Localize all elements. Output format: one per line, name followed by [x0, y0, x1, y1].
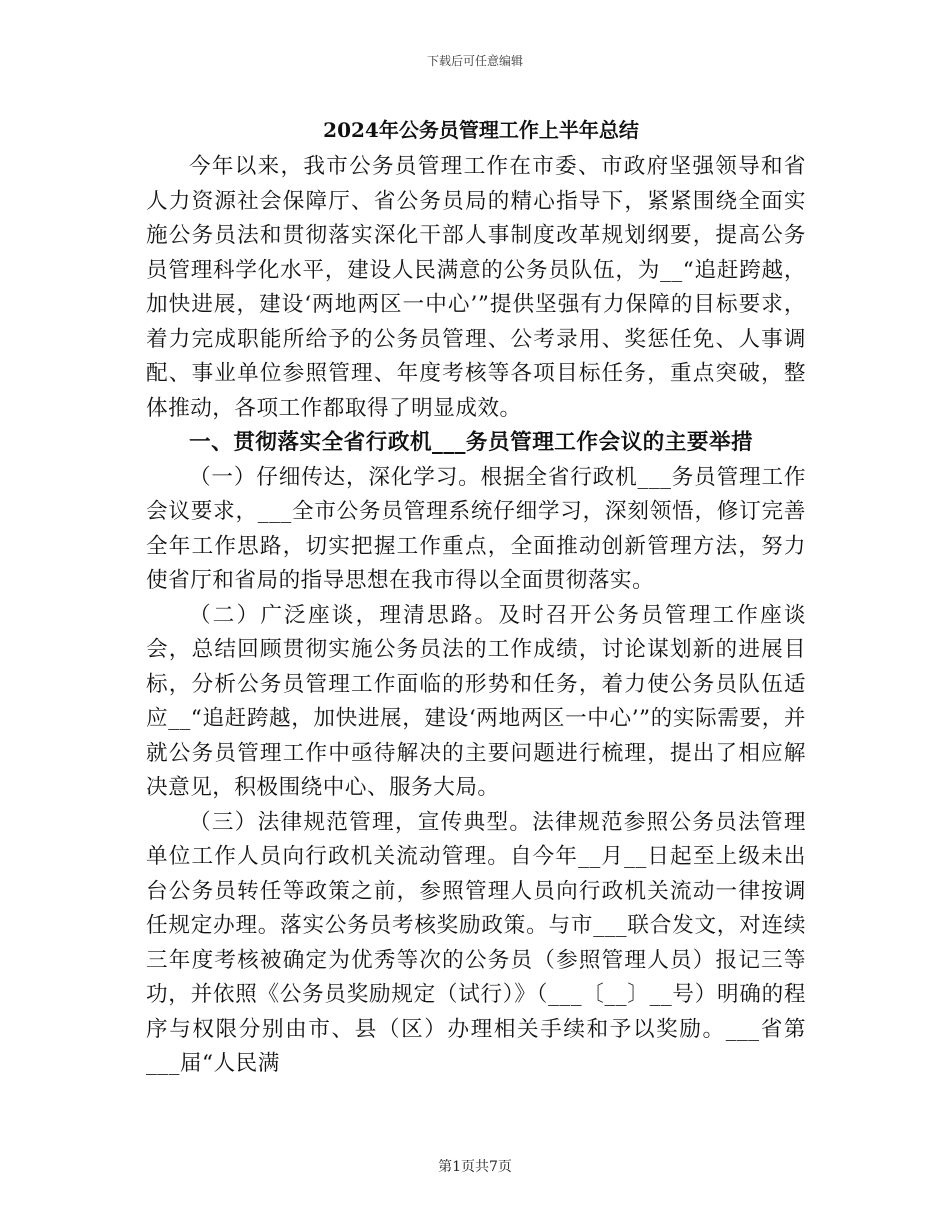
document-title: 2024年公务员管理工作上半年总结: [323, 118, 639, 142]
header-note: 下载后可任意编辑: [426, 54, 523, 68]
paragraph-item-3: （三）法律规范管理，宣传典型。法律规范参照公务员法管理单位工作人员向行政机关流动管理。自今年__月__日起至上级未出台公务员转任等政策之前，参照管理人员向行政机关流动一律按调任规定办理。落实公务员考核奖励政策。与市___联合发文，对连续三年度考核被确定为优秀等次的公务员（参照管理人员）报记三等功，并依照《公务员奖励规定（试行）》（___〔__〕__号）明确的程序与权限分别由市、县（区）办理相关手续和予以奖励。___省第___届“人民满: [146, 809, 806, 1076]
document-body: [146, 110, 806, 1082]
paragraph-item-2: （二）广泛座谈，理清思路。及时召开公务员管理工作座谈会，总结回顾贯彻实施公务员法的工作成绩，讨论谋划新的进展目标，分析公务员管理工作面临的形势和任务，着力使公务员队伍适应__“追赶跨越，加快进展，建设‘两地两区一中心’”的实际需要，并就公务员管理工作中亟待解决的主要问题进行梳理，提出了相应解决意见，积极围绕中心、服务大局。: [146, 602, 806, 800]
section-heading: 一、贯彻落实全省行政机___务员管理工作会议的主要举措: [189, 430, 754, 455]
paragraph-intro: 今年以来，我市公务员管理工作在市委、市政府坚强领导和省人力资源社会保障厅、省公务员局的精心指导下，紧紧围绕全面实施公务员法和贯彻落实深化干部人事制度改革规划纲要，提高公务员管理科学化水平，建设人民满意的公务员队伍，为__“追赶跨越，加快进展，建设‘两地两区一中心’”提供坚强有力保障的目标要求，着力完成职能所给予的公务员管理、公考录用、奖惩任免、人事调配、事业单位参照管理、年度考核等各项目标任务，重点突破，整体推动，各项工作都取得了明显成效。: [146, 154, 806, 421]
paragraph-item-1: （一）仔细传达，深化学习。根据全省行政机___务员管理工作会议要求，___全市公务员管理系统仔细学习，深刻领悟，修订完善全年工作思路，切实把握工作重点，全面推动创新管理方法，努力使省厅和省局的指导思想在我市得以全面贯彻落实。: [146, 464, 806, 593]
page-footer: 第1页共7页: [438, 1159, 512, 1175]
